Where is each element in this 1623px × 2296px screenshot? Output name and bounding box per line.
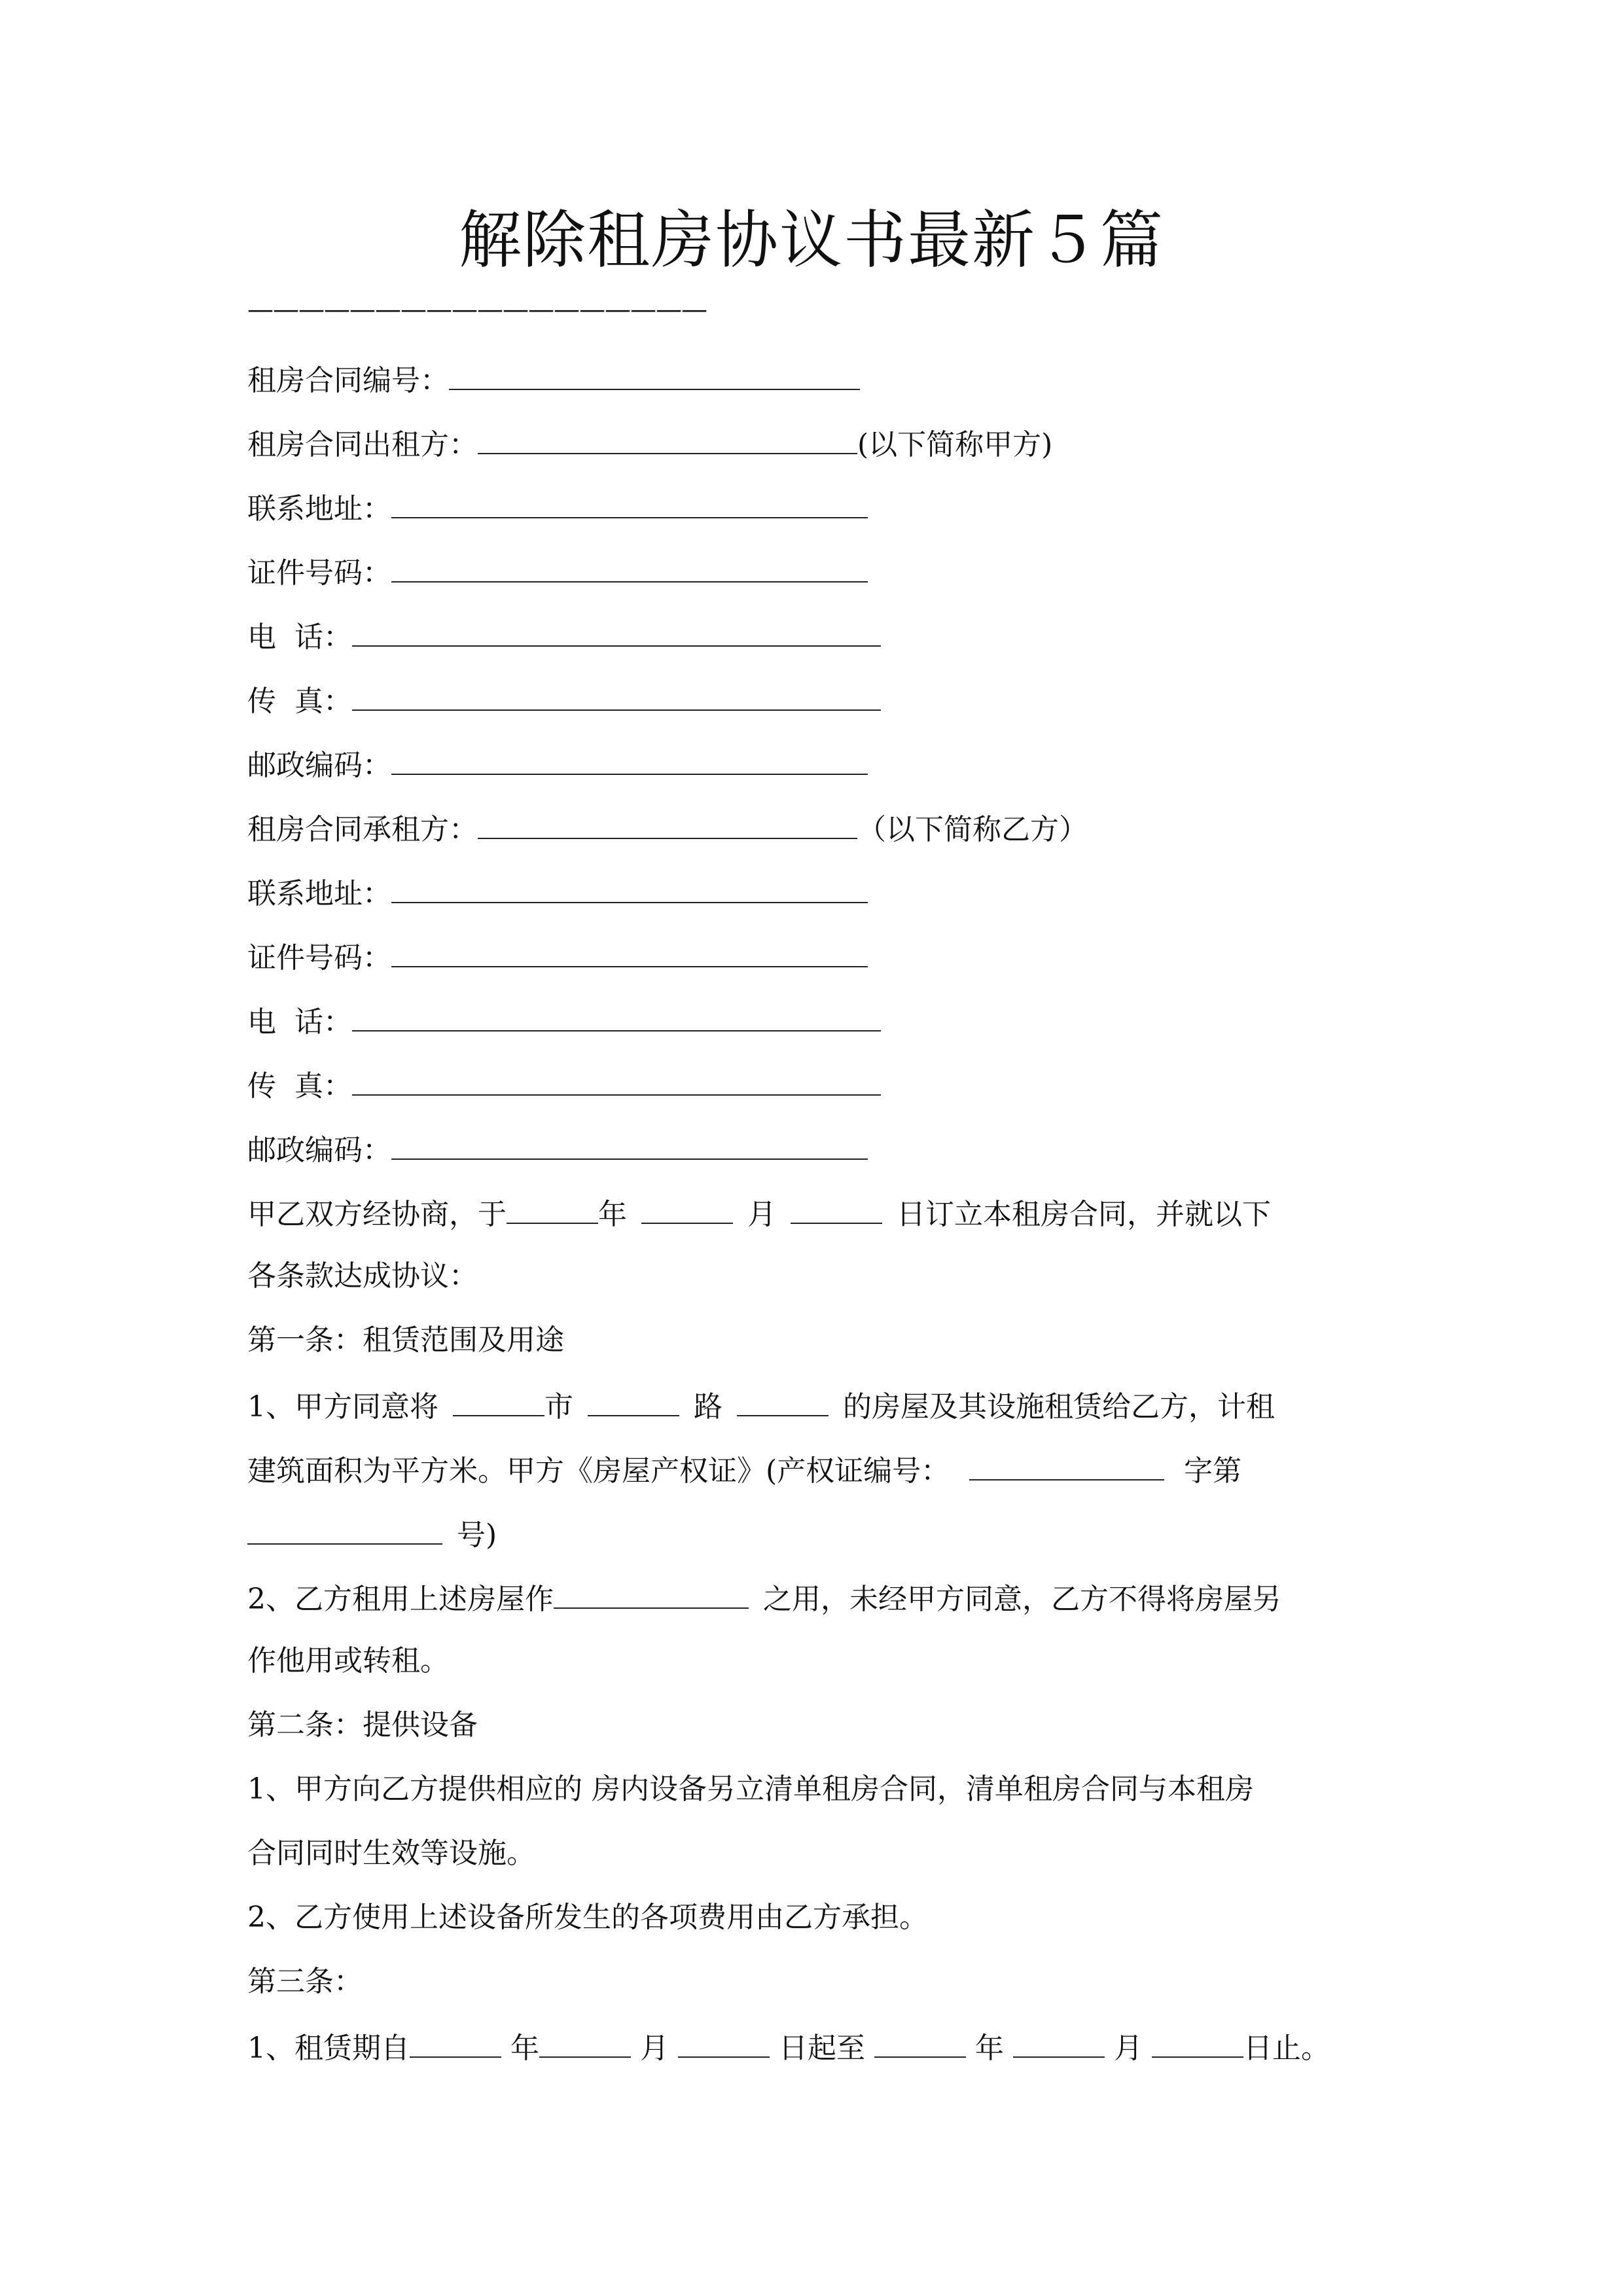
article-2-heading [247,1706,1380,1745]
road-blank[interactable] [588,1385,679,1416]
lessor-label: 租房合同出租方： [247,428,478,461]
lease-end-month-label: 月 [1114,2032,1143,2065]
lessee-suffix: （以下简称乙方） [857,813,1088,846]
agreement-text-b: 日订立本租房合同，并就以下 [897,1198,1271,1231]
lessee-fax-label: 传 真： [247,1069,352,1103]
lessor-id-line [247,551,1380,593]
lease-end-month-blank[interactable] [1013,2026,1105,2058]
agreement-day-blank[interactable] [791,1193,882,1224]
lessee-address-label: 联系地址： [247,877,391,910]
lessor-postcode-blank[interactable] [391,744,868,775]
lessee-line [247,808,1380,850]
lessee-postcode-blank[interactable] [391,1128,868,1160]
article-2-item-1-line-1 [247,1770,1380,1809]
article-2-title: 第二条：提供设备 [247,1708,478,1742]
lease-start-year-blank[interactable] [410,2026,501,2058]
agreement-year-label: 年 [598,1198,627,1231]
a1-2-text-c: 作他用或转租。 [247,1644,449,1677]
a2-1-text-b: 合同同时生效等设施。 [247,1837,535,1870]
article-1-title: 第一条：租赁范围及用途 [247,1323,564,1357]
contract-number-line [247,359,1380,401]
lessor-address-label: 联系地址： [247,492,391,526]
title-rule: —————————————————— [247,295,707,325]
lessor-address-line [247,487,1380,529]
article-2-item-2 [247,1898,1380,1937]
lessor-fax-label: 传 真： [247,685,352,718]
a1-1-text-c: 建筑面积为平方米。甲方《房屋产权证》(产权证编号： [247,1454,950,1488]
agreement-month-label: 月 [747,1198,776,1231]
a1-1-text-d: 字第 [1184,1454,1242,1488]
property-cert-number-blank[interactable] [247,1513,442,1545]
lease-until-label: 日止。 [1243,2032,1330,2065]
city-blank[interactable] [453,1385,544,1416]
article-1-heading [247,1321,1380,1360]
a2-1-text-a: 1、甲方向乙方提供相应的 房内设备另立清单租房合同，清单租房合同与本租房 [247,1772,1254,1806]
house-number-blank[interactable] [737,1385,829,1416]
agreement-intro: 甲乙双方经协商，于 [247,1198,507,1231]
article-1-item-2-line-2 [247,1641,1380,1681]
a2-2-text: 2、乙方使用上述设备所发生的各项费用由乙方承担。 [247,1901,928,1934]
article-3-heading [247,1962,1380,2001]
lease-end-day-blank[interactable] [1152,2026,1243,2058]
lessee-phone-blank[interactable] [352,1000,881,1031]
lessor-fax-blank[interactable] [352,679,881,711]
lessor-postcode-label: 邮政编码： [247,749,391,782]
lessor-suffix: (以下简称甲方) [857,428,1053,461]
a1-1-text-a: 1、甲方同意将 [247,1390,438,1424]
lessor-line [247,423,1380,465]
lessor-fax-line [247,679,1380,721]
lessee-postcode-label: 邮政编码： [247,1134,391,1167]
a1-1-text-b: 的房屋及其设施租赁给乙方，计租 [843,1390,1275,1424]
lessee-id-blank[interactable] [391,936,868,967]
usage-blank[interactable] [554,1577,749,1609]
lease-from-label: 日起至 [779,2032,865,2065]
article-1-item-2-line-1 [247,1577,1380,1619]
lessor-blank[interactable] [478,423,857,454]
lessee-id-label: 证件号码： [247,941,391,975]
lessor-id-blank[interactable] [391,551,868,583]
lease-start-month-label: 月 [640,2032,669,2065]
article-3-title: 第三条： [247,1965,363,1998]
lessee-blank[interactable] [478,808,857,839]
article-1-item-1-line-1 [247,1385,1380,1427]
lessor-postcode-line [247,744,1380,785]
agreement-month-blank[interactable] [641,1193,733,1224]
a1-2-text-b: 之用，未经甲方同意，乙方不得将房屋另 [763,1583,1281,1616]
lessee-address-line [247,872,1380,914]
lease-start-day-blank[interactable] [678,2026,770,2058]
contract-number-blank[interactable] [449,359,860,390]
lessee-phone-label: 电 话： [247,1005,352,1039]
agreement-date-line [247,1193,1380,1234]
agreement-text-c: 各条款达成协议： [247,1259,478,1293]
lease-end-year-label: 年 [975,2032,1004,2065]
lessor-phone-label: 电 话： [247,620,352,654]
lessor-phone-line [247,615,1380,657]
a1-2-text-a: 2、乙方租用上述房屋作 [247,1583,554,1616]
contract-number-label: 租房合同编号： [247,364,449,397]
a3-1-text-a: 1、租赁期自 [247,2032,410,2065]
property-cert-blank[interactable] [969,1449,1164,1480]
article-2-item-1-line-2 [247,1834,1380,1873]
agreement-year-blank[interactable] [507,1193,598,1224]
lessee-id-line [247,936,1380,978]
article-3-item-1 [247,2026,1380,2068]
agreement-text-c-line [247,1257,1380,1296]
lessee-fax-line [247,1064,1380,1106]
lessor-address-blank[interactable] [391,487,868,518]
lessee-label: 租房合同承租方： [247,813,478,846]
lessee-address-blank[interactable] [391,872,868,903]
lease-start-year-label: 年 [510,2032,539,2065]
lease-end-year-blank[interactable] [874,2026,966,2058]
lessee-postcode-line [247,1128,1380,1170]
lessor-phone-blank[interactable] [352,615,881,647]
lessee-fax-blank[interactable] [352,1064,881,1096]
article-1-item-1-line-3 [247,1513,1380,1555]
document-title: 解除租房协议书最新５篇 [459,204,1164,277]
city-label: 市 [544,1390,573,1424]
a1-1-text-e: 号) [457,1518,497,1552]
lease-start-month-blank[interactable] [539,2026,631,2058]
article-1-item-1-line-2 [247,1449,1380,1491]
road-label: 路 [694,1390,722,1424]
lessee-phone-line [247,1000,1380,1042]
lessor-id-label: 证件号码： [247,556,391,590]
